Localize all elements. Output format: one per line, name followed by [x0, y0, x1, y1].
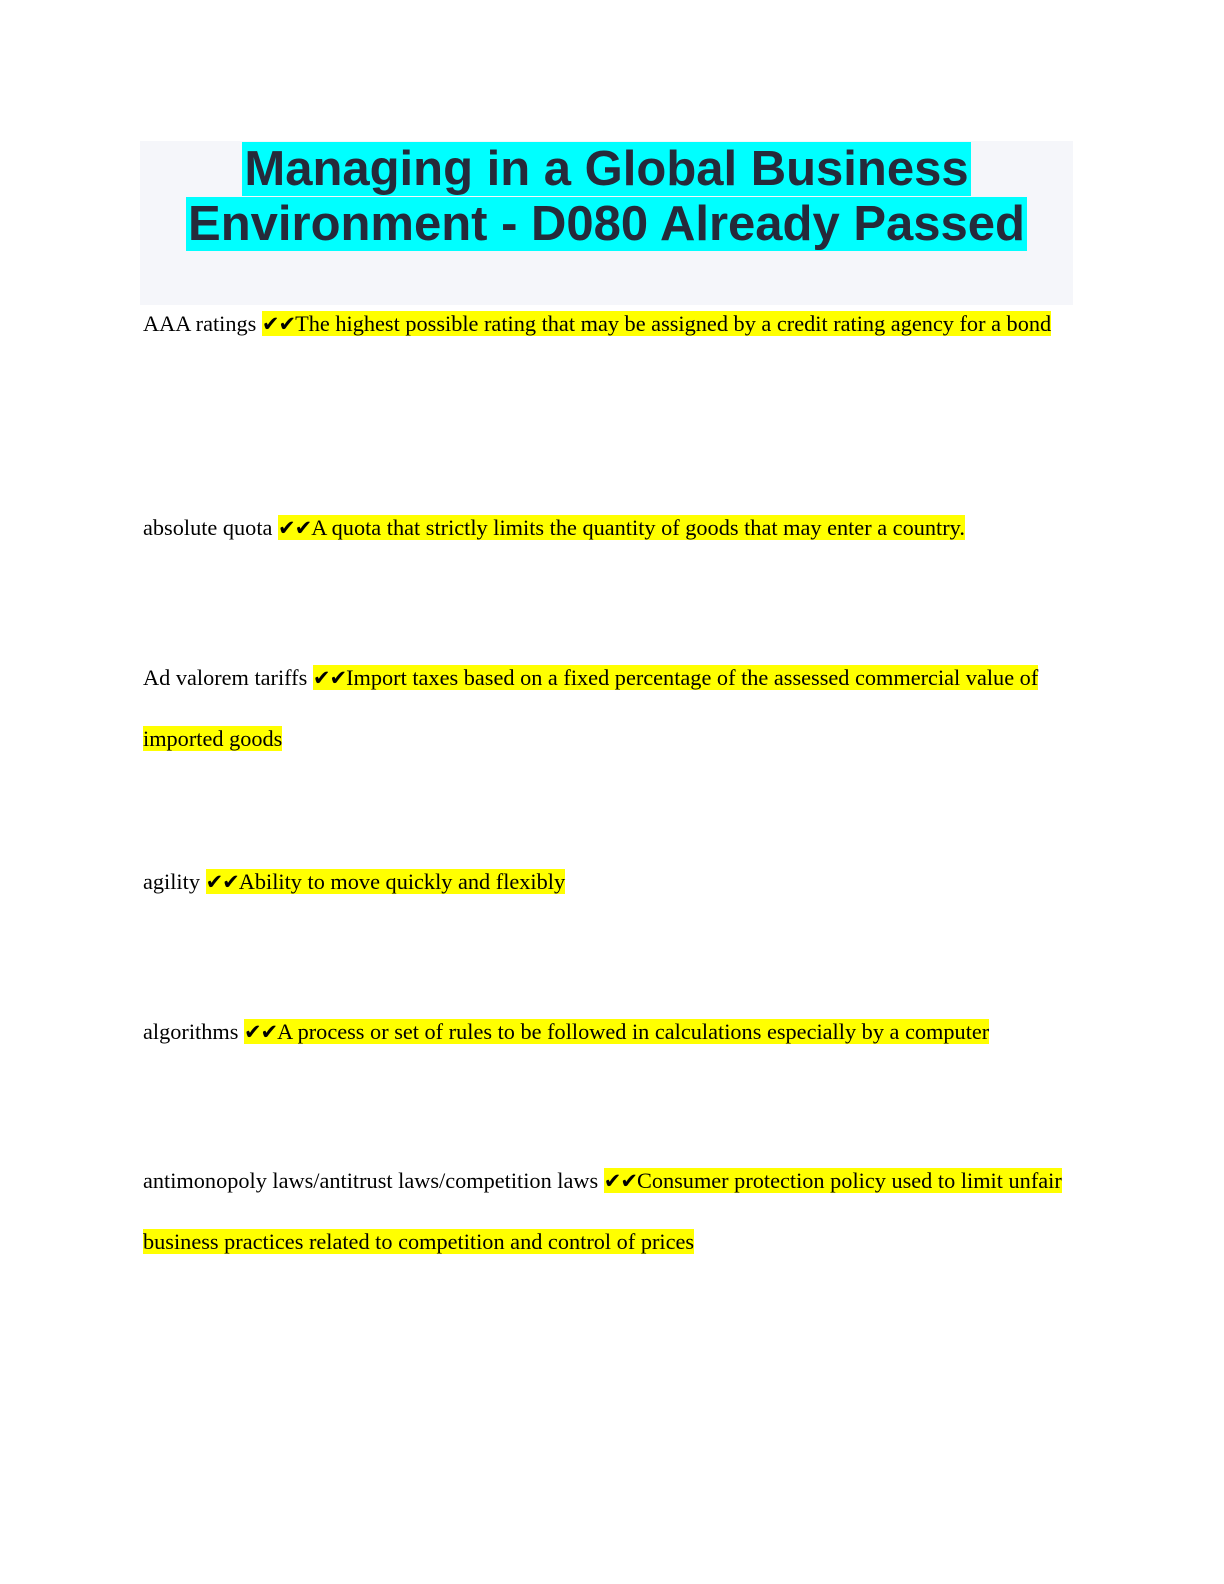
glossary-entry	[143, 1002, 1073, 1063]
glossary-entry	[143, 294, 1073, 355]
double-check-icon: ✔✔	[261, 312, 296, 336]
glossary-entry	[143, 498, 1073, 559]
entry-definition	[278, 515, 965, 540]
entry-term: antimonopoly laws/antitrust laws/competition laws	[143, 1168, 599, 1193]
glossary-entry	[143, 1151, 1073, 1271]
entry-term: absolute quota	[143, 515, 273, 540]
entry-definition-text: A process or set of rules to be followed in calculations especially by a computer	[277, 1019, 990, 1044]
double-check-icon: ✔✔	[312, 666, 347, 690]
glossary-entry	[143, 852, 1073, 913]
double-check-icon: ✔✔	[278, 516, 312, 540]
document-title	[140, 141, 1073, 305]
entry-term: algorithms	[143, 1019, 239, 1044]
double-check-icon: ✔✔	[205, 870, 239, 894]
entry-definition	[244, 1019, 989, 1044]
entry-term: agility	[143, 869, 200, 894]
glossary-entry	[143, 648, 1073, 768]
entry-definition-text: Ability to move quickly and flexibly	[238, 869, 566, 894]
entry-definition-text: Import taxes based on a fixed percentage of the assessed commercial value of imported goods	[143, 665, 1039, 751]
entry-definition-text: A quota that strictly limits the quantity of goods that may enter a country.	[311, 515, 965, 540]
title-line-1: Managing in a Global Business	[244, 142, 969, 196]
entry-definition	[206, 869, 566, 894]
entry-definition-text: Consumer protection policy used to limit unfair business practices related to competition and control of prices	[143, 1168, 1062, 1254]
double-check-icon: ✔✔	[243, 1020, 278, 1044]
entry-term: Ad valorem tariffs	[143, 665, 308, 690]
entry-term: AAA ratings	[143, 311, 257, 336]
double-check-icon: ✔✔	[603, 1169, 637, 1193]
title-line-2: Environment - D080 Already Passed	[188, 197, 1025, 251]
entry-definition	[262, 311, 1051, 336]
entry-definition-text: The highest possible rating that may be assigned by a credit rating agency for a bond	[295, 311, 1052, 336]
